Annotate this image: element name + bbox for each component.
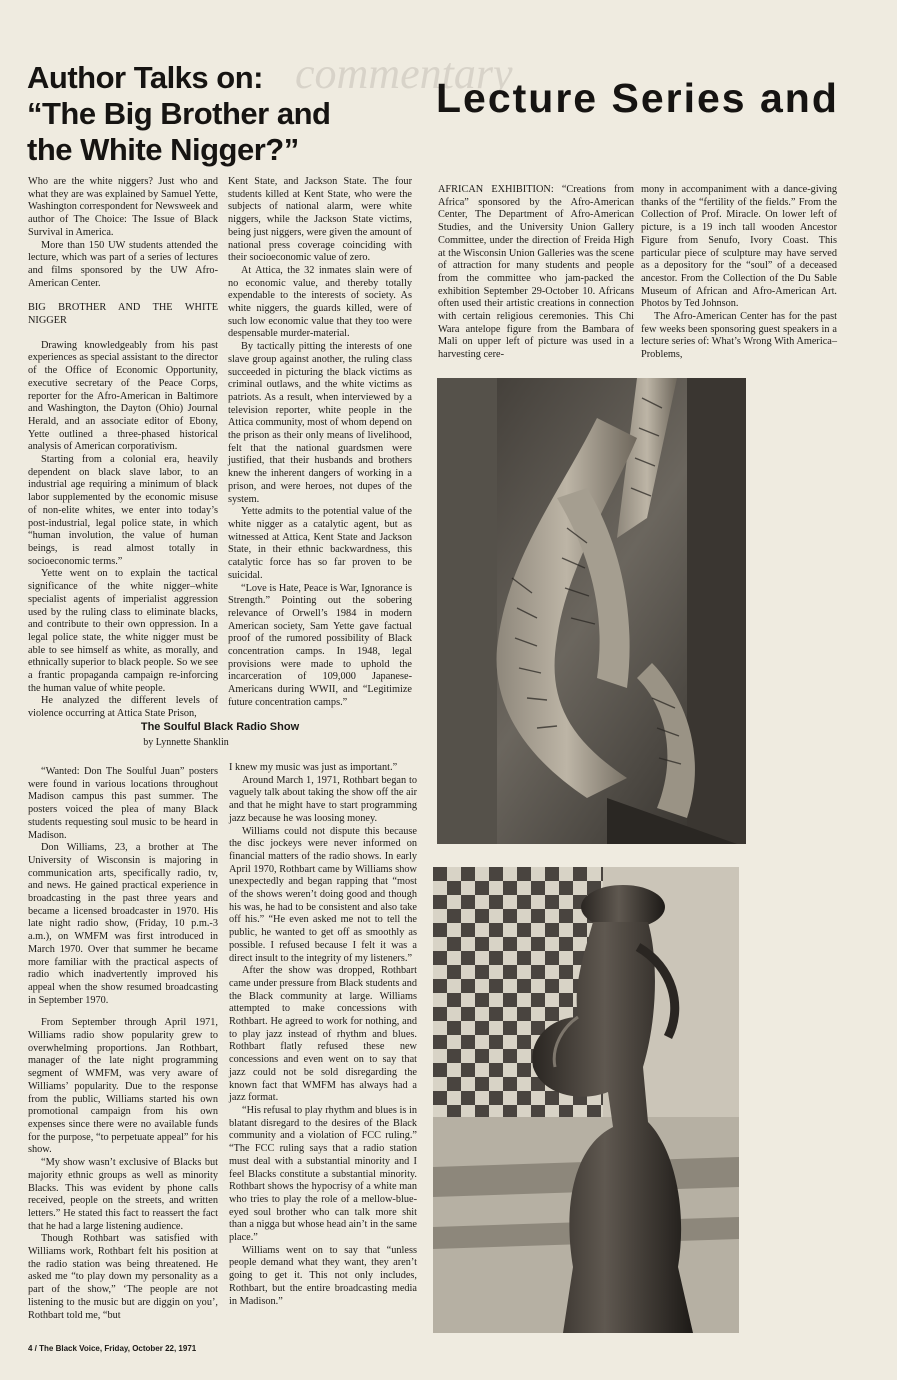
paragraph: Don Williams, 23, a brother at The University of Wisconsin is majoring in communication arts, specifically radio, tv, and news. He gained practical experience in broadcasting in the past three years and became a licensed broadcaster in 1970. His late night radio show, (Friday, 10 p.m.-3 a.m.), on WMFM was first introduced in March 1970. Over that summer he became more familiar with the practical aspects of radio which inadvertently improved his appeal when the show resumed broadcasting in September 1970. bbox=[28, 842, 218, 1006]
paragraph: mony in accompaniment with a dance-giving thanks of the “fertility of the fields.” From the Collection of Prof. Miracle. On lower left of picture, is a 19 inch tall wooden Ancestor Figure from Senufo, Ivory Coast. This particular piece of sculpture may have served as a depository for the “soul” of a deceased ancestor. From the Collection of the Du Sable Museum of African and Afro-American Art. Photos by Ted Johnson. bbox=[641, 184, 837, 310]
article2-byline: by Lynnette Shanklin bbox=[143, 737, 229, 748]
paragraph: AFRICAN EXHIBITION: “Creations from Africa” sponsored by the Afro-American Center, The Department of Afro-American Studies, and the University Union Gallery Committee, under the direction of Freida High at the Wisconsin Union Galleries was the scene of attraction for many students and people from the committee who jam-packed the exhibition September 29-October 10. Africans often used their artistic creations in connection with certain religious ceremonies. This Chi Wara antelope figure from the Bambara of Mali on upper left of picture was used in a harvesting cere- bbox=[438, 184, 634, 361]
article1-headline bbox=[27, 60, 377, 168]
paragraph: Yette went on to explain the tactical significance of the white nigger–white specialist agents of imperialist aggression used by the ruling class to eliminate blacks, and contribute to their own oppression. In a legal police state, the white nigger must be able to see himself as white, as morally, and ethnically superior to black people. So we see a frantic propaganda campaign re-inforcing the human value of white people. bbox=[28, 568, 218, 694]
paragraph: More than 150 UW students attended the lecture, which was part of a series of lectures and films sponsored by the UW Afro-American Center. bbox=[28, 239, 218, 289]
paragraph: “Wanted: Don The Soulful Juan” posters were found in various locations throughout Madison campus this past summer. The posters voiced the plea of many Black students requesting soul music to be heard in Madison. bbox=[28, 766, 218, 841]
bleed-through-text: commentary bbox=[295, 49, 513, 98]
article2-title: The Soulful Black Radio Show bbox=[140, 721, 300, 733]
paragraph: From September through April 1971, Williams radio show popularity grew to overwhelming proportions. Jan Rothbart, manager of the late night programming segment of WMFM, was very aware of Williams’ popularity. Due to the response from the public, Williams started his own promotional campaign from his own expenses since there were no available funds for the purpose, “to perpetuate appeal” for his show. bbox=[28, 1017, 218, 1156]
paragraph: Williams went on to say that “unless people demand what they want, they aren’t going to get it. This not only includes, Rothbart, but the entire broadcasting media in Madison.” bbox=[229, 1244, 417, 1307]
paragraph: Williams could not dispute this because the disc jockeys were never informed on financial matters of the radio shows. In early April 1970, Rothbart came by Williams show unexpectedly and began rapping that “most of the shows weren’t doing good and though his was, he had to be consistent and also take off his.” “He even asked me not to tell the public, he wanted to get off as smoothly as possible. I refused because I felt it was a direct insult to the integrity of my listeners.” bbox=[229, 825, 417, 964]
article3-column-1 bbox=[438, 184, 634, 362]
paragraph: Though Rothbart was satisfied with Williams work, Rothbart felt his position at the radio station was being threatened. He asked me “to play down my personality as a part of the show,” ‘The people are not listening to the music but are diggin on you’, Rothbart told me, “but bbox=[28, 1233, 218, 1321]
paragraph: Starting from a colonial era, heavily dependent on black slave labor, to an industrial age requiring a minimum of black labor supplemented by the economic misuse of non-elite whites, we enter into today’s post-industrial, legal police state, in which “human involution, the value of human beings, is read almost totally in socioeconomic terms.” bbox=[28, 454, 218, 567]
paragraph: The Afro-American Center has for the past few weeks been sponsoring guest speakers in a lecture series of: What’s Wrong With America–Problems, bbox=[641, 311, 837, 361]
paragraph: Kent State, and Jackson State. The four students killed at Kent State, who were the subjects of national alarm, were white niggers, while the Jackson State victims, being just niggers, were given the amount of national press coverage coinciding with their socioeconomic value of zero. bbox=[228, 176, 412, 264]
antelope-figure-image bbox=[437, 378, 746, 844]
article3-column-2 bbox=[641, 184, 837, 362]
ancestor-figure-image bbox=[433, 867, 739, 1333]
article2-column-1 bbox=[28, 766, 218, 1322]
article3-headline: Lecture Series and bbox=[436, 75, 839, 121]
paragraph: Who are the white niggers? Just who and what they are was explained by Samuel Yette, Washington correspondent for Newsweek and author of The Choice: The Issue of Black Survival in America. bbox=[28, 176, 218, 238]
paragraph: By tactically pitting the interests of one slave group against another, the ruling class succeeded in picturing the black victims as criminal outlaws, and the white victims as patriots. As a result, when interviewed by a television reporter, white people in the Attica community, most of whom depend on the prison as their only means of livelihood, felt that the national guardsmen were justified, that their husbands and brothers knew the inherent dangers of working in a prison, and were heroes, not dupes of the system. bbox=[228, 341, 412, 505]
paragraph: He analyzed the different levels of violence occurring at Attica State Prison, bbox=[28, 695, 218, 720]
paragraph: I knew my music was just as important.” bbox=[229, 762, 398, 773]
paragraph: Around March 1, 1971, Rothbart began to vaguely talk about taking the show off the air and that he might have to start programming jazz because he was loosing money. bbox=[229, 774, 417, 824]
article1-column-2 bbox=[228, 176, 412, 710]
paragraph: “Love is Hate, Peace is War, Ignorance is Strength.” Pointing out the sobering relevance of Orwell’s 1984 in modern American society, Sam Yette gave factual proof of the rumored possibility of Black concentration camps. In 1948, legal provisions were made to uphold the incarceration of 109,000 Japanese-Americans during WWII, and “Legitimize future concentration camps.” bbox=[228, 582, 412, 708]
section-heading: BIG BROTHER AND THE WHITE NIGGER bbox=[28, 302, 218, 327]
paragraph: “His refusal to play rhythm and blues is in blatant disregard to the desires of the Black community and a violation of FCC ruling.” “The FCC ruling says that a radio station must deal with a substantial minority and I feel Blacks constitute a substantial minority. Rothbart shows the hypocrisy of a white man who tries to play the role of a mellow-blue-eyed soul brother who can talk more shit than a nigga but whose head ain’t in the same place.” bbox=[229, 1104, 417, 1244]
paragraph: At Attica, the 32 inmates slain were of no economic value, and thereby totally expendable to the interests of society. As white niggers, the guards killed, were of such low economic value that they too were despensable murder-material. bbox=[228, 264, 412, 340]
ancestor-figure-photo bbox=[433, 867, 739, 1333]
paragraph: Yette admits to the potential value of the white nigger as a catalytic agent, but as witnessed at Attica, Kent State and Jackson State, in their ethnic backwardness, this catalytic force has so far proven to be suicidal. bbox=[228, 506, 412, 581]
headline-line-2: “The Big Brother and bbox=[27, 96, 331, 131]
headline-line-3: the White Nigger?” bbox=[27, 132, 299, 167]
paragraph: Drawing knowledgeably from his past experiences as special assistant to the director of the Office of Economic Opportunity, executive secretary of the Peace Corps, reporter for the Afro-American in Baltimore and Washington, the Dayton (Ohio) Journal Herald, and an associate editor of Ebony, Yette outlined a three-phased historical analysis of American corporativism. bbox=[28, 339, 218, 453]
antelope-figure-photo bbox=[437, 378, 746, 844]
paragraph: “My show wasn’t exclusive of Blacks but majority ethnic groups as well as minority Blacks. This was evident by phone calls received, people on the streets, and written letters.” He stated this fact to reassert the fact that he had a large listening audience. bbox=[28, 1157, 218, 1232]
article2-column-2 bbox=[229, 762, 417, 1308]
page-footer: 4 / The Black Voice, Friday, October 22, 1971 bbox=[28, 1344, 197, 1353]
headline-line-1: Author Talks on: bbox=[27, 60, 263, 95]
article1-column-1 bbox=[28, 176, 218, 721]
paragraph: After the show was dropped, Rothbart came under pressure from Black students and the Black community at large. Williams attempted to make concessions with Rothbart. He agreed to work for nothing, and to play jazz instead of rhythm and blues. Rothbart flatly refused these new concessions and even went on to say that jazz could not be sold disregarding the known fact that WMFM has always had a jazz format. bbox=[229, 965, 417, 1104]
